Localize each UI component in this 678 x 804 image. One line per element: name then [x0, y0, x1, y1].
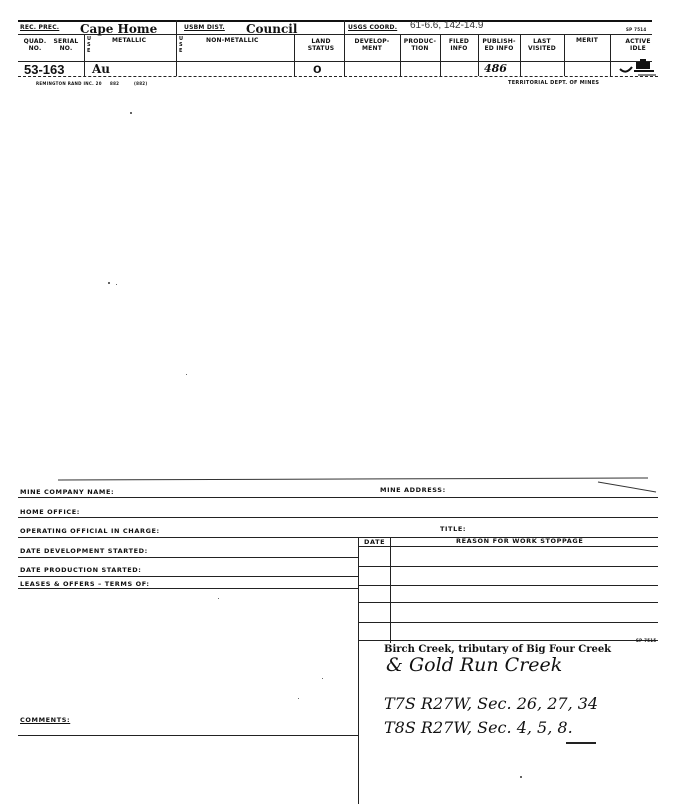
handwritten-note-2: T7S R27W, Sec. 26, 27, 34 [384, 694, 599, 713]
handwritten-note-1: & Gold Run Creek [386, 654, 563, 676]
record-name: Cape Home [80, 22, 158, 36]
scan-speck [520, 776, 522, 778]
reason-col-header: REASON FOR WORK STOPPAGE [456, 537, 584, 545]
published-info-value: 486 [484, 62, 507, 75]
col-published-info: PUBLISH-ED INFO [482, 38, 516, 52]
scan-speck [130, 112, 132, 114]
home-office-label: HOME OFFICE: [20, 508, 80, 516]
comments-label: COMMENTS: [20, 716, 71, 724]
footer-code2: (882) [134, 81, 148, 86]
usgs-coord-label: USGS COORD. [348, 24, 398, 31]
col-use-right: U S E [179, 36, 184, 54]
handwritten-note-3: T8S R27W, Sec. 4, 5, 8. [384, 718, 573, 737]
footer-right: TERRITORIAL DEPT. OF MINES [508, 80, 600, 86]
footer-code: 882 [110, 81, 120, 86]
col-serial-no: SERIAL NO. [53, 38, 79, 52]
form-number-top: SP 7514 [626, 27, 647, 32]
col-land-status: LAND STATUS [307, 38, 335, 52]
mine-address-label: MINE ADDRESS: [380, 486, 446, 494]
handwritten-underline [566, 742, 596, 744]
date-production-label: DATE PRODUCTION STARTED: [20, 566, 142, 574]
leases-offers-label: LEASES & OFFERS – TERMS OF: [20, 580, 150, 588]
rec-prec-label: REC. PREC. [20, 24, 60, 31]
col-last-visited: LAST VISITED [527, 38, 556, 52]
col-quad-no: QUAD. NO. [23, 38, 47, 52]
col-filed-info: FILED INFO [448, 38, 470, 52]
date-col-header: DATE [364, 538, 386, 546]
col-use-left: U S E [87, 36, 92, 54]
scan-speck [298, 698, 299, 699]
district-value: Council [246, 22, 298, 36]
col-development: DEVELOP-MENT [354, 38, 390, 52]
col-non-metallic: NON-METALLIC [206, 37, 259, 44]
quad-serial-value: 53-163 [24, 62, 65, 77]
col-production: PRODUC-TION [403, 38, 437, 52]
col-metallic: METALLIC [112, 37, 147, 44]
coord-value: 61-6.6, 142-14.9 [410, 20, 484, 31]
date-development-label: DATE DEVELOPMENT STARTED: [20, 547, 148, 555]
operating-official-label: OPERATING OFFICIAL IN CHARGE: [20, 527, 160, 535]
scan-speck [322, 678, 323, 679]
land-status-value: o [313, 60, 322, 76]
scan-speck [218, 598, 219, 599]
metallic-value: Au [92, 62, 111, 76]
form-number-bottom: SP 7515 [636, 638, 657, 643]
mine-company-name-label: MINE COMPANY NAME: [20, 488, 115, 496]
col-active-idle: ACTIVE IDLE [625, 38, 651, 52]
scan-speck [186, 374, 187, 375]
footer-left: REMINGTON RAND INC. 20 [36, 81, 102, 86]
scan-speck [116, 284, 117, 285]
card-edge-line [58, 474, 658, 494]
title-label: TITLE: [440, 525, 467, 533]
typed-location-note: Birch Creek, tributary of Big Four Creek [384, 644, 612, 655]
active-idle-mark-icon [616, 57, 660, 79]
col-merit: MERIT [575, 37, 598, 44]
usbm-dist-label: USBM DIST. [184, 24, 225, 31]
scan-speck [108, 282, 110, 284]
